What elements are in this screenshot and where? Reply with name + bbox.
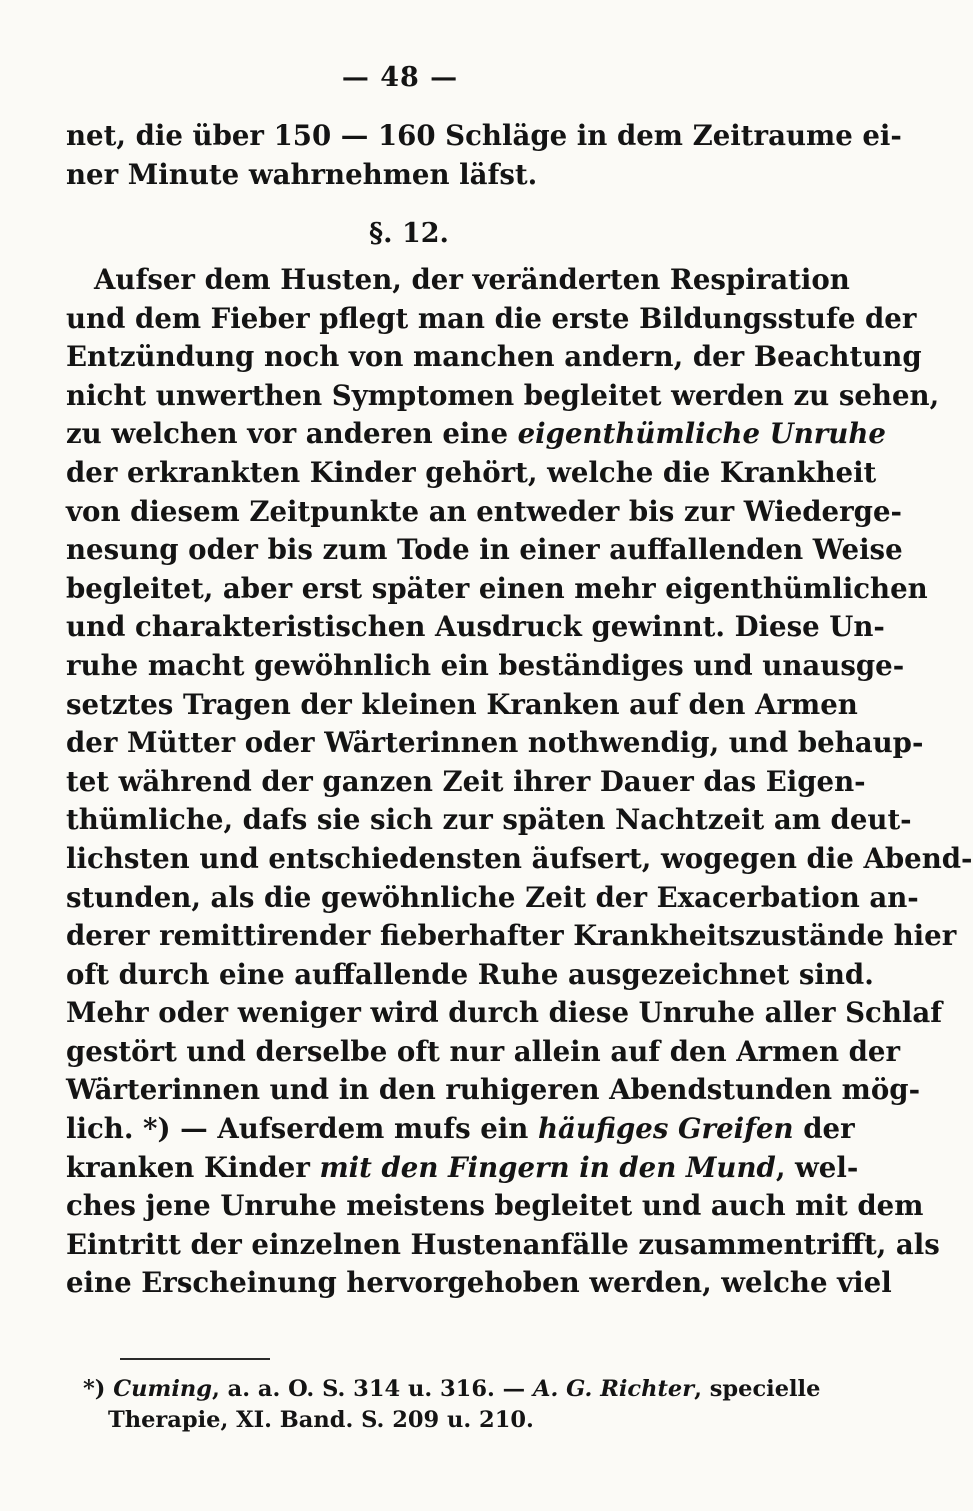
text-segment: nicht unwerthen Symptomen begleitet werden zu sehen,: [66, 378, 940, 412]
text-segment: der erkrankten Kinder gehört, welche die Krankheit: [66, 455, 877, 489]
text-line: [66, 647, 905, 686]
text-line: [66, 531, 903, 570]
text-segment: Aufser dem Husten, der veränderten Respiration: [94, 263, 850, 296]
text-line: [66, 454, 877, 493]
text-segment: lichsten und entschiedensten äufsert, wogegen die Abend-: [66, 841, 973, 875]
footnote: [83, 1374, 821, 1436]
text-segment: setztes Tragen der kleinen Kranken auf den Armen: [66, 687, 858, 721]
text-line: [66, 1149, 859, 1188]
text-line: [66, 570, 928, 609]
footnote-segment: , a. a. O. S. 314 u. 316. —: [211, 1376, 533, 1402]
text-line: [66, 917, 957, 956]
text-line: [66, 1226, 940, 1265]
footnote-segment: , specielle: [694, 1376, 821, 1402]
text-line: [66, 686, 858, 725]
text-segment: Entzündung noch von manchen andern, der Beachtung: [66, 340, 922, 374]
text-segment: Mehr oder weniger wird durch diese Unruhe aller Schlaf: [66, 996, 943, 1030]
text-line: [66, 994, 943, 1033]
text-segment: der Mütter oder Wärterinnen nothwendig, und behaup-: [66, 726, 924, 760]
text-segment: tet während der ganzen Zeit ihrer Dauer das Eigen-: [66, 764, 866, 798]
page-number: — 48 —: [341, 62, 459, 93]
text-line: [66, 801, 912, 840]
text-line: [66, 763, 866, 802]
text-line: net, die über 150 — 160 Schläge in dem Zeitraume ei-: [66, 119, 902, 152]
text-line: [66, 840, 973, 879]
text-line: [66, 724, 924, 763]
text-segment: ruhe macht gewöhnlich ein beständiges und unausge-: [66, 648, 905, 682]
footnote-line: [83, 1374, 821, 1405]
text-segment: , wel-: [775, 1150, 859, 1184]
intro-paragraph: [66, 117, 902, 194]
author-name: A. G. Richter: [532, 1376, 695, 1402]
text-line: [66, 415, 886, 454]
text-line: [66, 377, 940, 416]
text-line: [66, 1071, 921, 1110]
text-line: [66, 608, 885, 647]
text-segment: stunden, als die gewöhnliche Zeit der Exacerbation an-: [66, 880, 919, 914]
emphasized-text: mit den Fingern in den Mund: [319, 1150, 776, 1184]
text-segment: nesung oder bis zum Tode in einer auffallenden Weise: [66, 533, 903, 567]
emphasized-text: häufiges Greifen: [537, 1112, 794, 1146]
text-segment: Eintritt der einzelnen Hustenanfälle zusammentrifft, als: [66, 1227, 940, 1261]
text-line: [66, 493, 902, 532]
text-segment: thümliche, dafs sie sich zur späten Nachtzeit am deut-: [66, 803, 912, 837]
text-line: [66, 1033, 901, 1072]
author-name: Cuming: [113, 1376, 212, 1402]
emphasized-text: eigenthümliche Unruhe: [517, 417, 886, 451]
text-segment: gestört und derselbe oft nur allein auf den Armen der: [66, 1034, 901, 1068]
text-segment: kranken Kinder: [66, 1150, 320, 1184]
text-line: [66, 956, 874, 995]
footnote-segment: *): [83, 1376, 114, 1402]
text-segment: der: [793, 1112, 855, 1146]
text-segment: ches jene Unruhe meistens begleitet und auch mit dem: [66, 1189, 924, 1223]
text-line: [66, 1187, 924, 1226]
text-segment: lich. *) — Aufserdem mufs ein: [66, 1112, 538, 1146]
text-segment: Wärterinnen und in den ruhigeren Abendstunden mög-: [66, 1073, 921, 1107]
text-segment: und dem Fieber pflegt man die erste Bildungsstufe der: [66, 301, 917, 335]
text-line: [66, 879, 919, 918]
text-line: ner Minute wahrnehmen läfst.: [66, 157, 538, 191]
footnote-divider: [120, 1358, 270, 1360]
text-segment: oft durch eine auffallende Ruhe ausgezeichnet sind.: [66, 957, 874, 991]
text-segment: begleitet, aber erst später einen mehr eigenthümlichen: [66, 571, 928, 605]
text-line: [66, 261, 850, 300]
text-segment: zu welchen vor anderen eine: [66, 417, 518, 451]
text-line: [66, 1110, 855, 1149]
text-segment: eine Erscheinung hervorgehoben werden, welche viel: [66, 1266, 892, 1300]
text-segment: von diesem Zeitpunkte an entweder bis zur Wiederge-: [66, 494, 902, 528]
body-paragraph: [66, 261, 973, 1303]
footnote-line: [83, 1405, 743, 1436]
section-title: §. 12.: [369, 218, 449, 249]
text-line: [66, 1264, 892, 1303]
text-segment: und charakteristischen Ausdruck gewinnt. Diese Un-: [66, 610, 885, 644]
text-line: [66, 338, 922, 377]
footnote-segment: Therapie, XI. Band. S. 209 u. 210.: [108, 1407, 534, 1433]
text-segment: derer remittirender fieberhafter Krankheitszustände hier: [66, 919, 957, 953]
text-line: [66, 300, 917, 339]
